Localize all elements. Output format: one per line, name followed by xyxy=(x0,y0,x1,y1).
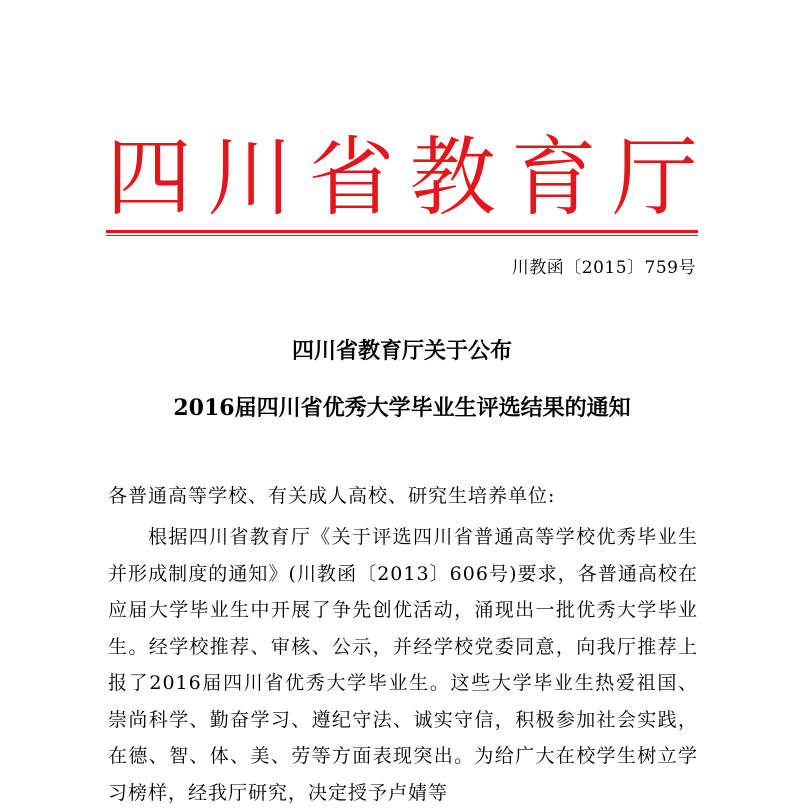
document-title-line-2: 2016届四川省优秀大学毕业生评选结果的通知 xyxy=(173,395,631,421)
body-paragraph: 根据四川省教育厅《关于评选四川省普通高等学校优秀毕业生并形成制度的通知》(川教函〔2013〕606号)要求，各普通高校在应届大学毕业生中开展了争先创优活动，涌现出一批优秀大学毕业生。经学校推荐、审核、公示，并经学校党委同意，向我厅推荐上报了2016届四川省优秀大学毕业生。这些大学毕业生热爱祖国、崇尚科学、勤奋学习、遵纪守法、诚实守信，积极参加社会实践，在德、智、体、美、劳等方面表现突出。为给广大在校学生树立学习榜样，经我厅研究，决定授予卢婧等 xyxy=(108,526,698,804)
masthead-char: 育 xyxy=(510,128,597,228)
masthead-char: 厅 xyxy=(611,128,698,228)
masthead-char: 四 xyxy=(106,128,192,228)
salutation: 各普通高等学校、有关成人高校、研究生培养单位: xyxy=(108,485,556,507)
masthead-char: 教 xyxy=(409,128,496,228)
masthead-divider-thick xyxy=(106,230,698,233)
masthead-char: 川 xyxy=(207,128,294,228)
document-title-line-1: 四川省教育厅关于公布 xyxy=(291,338,512,364)
masthead-divider-thin xyxy=(106,235,698,236)
masthead-title xyxy=(106,130,698,226)
document-number: 川教函〔2015〕759号 xyxy=(511,258,696,278)
masthead-char: 省 xyxy=(308,128,395,228)
